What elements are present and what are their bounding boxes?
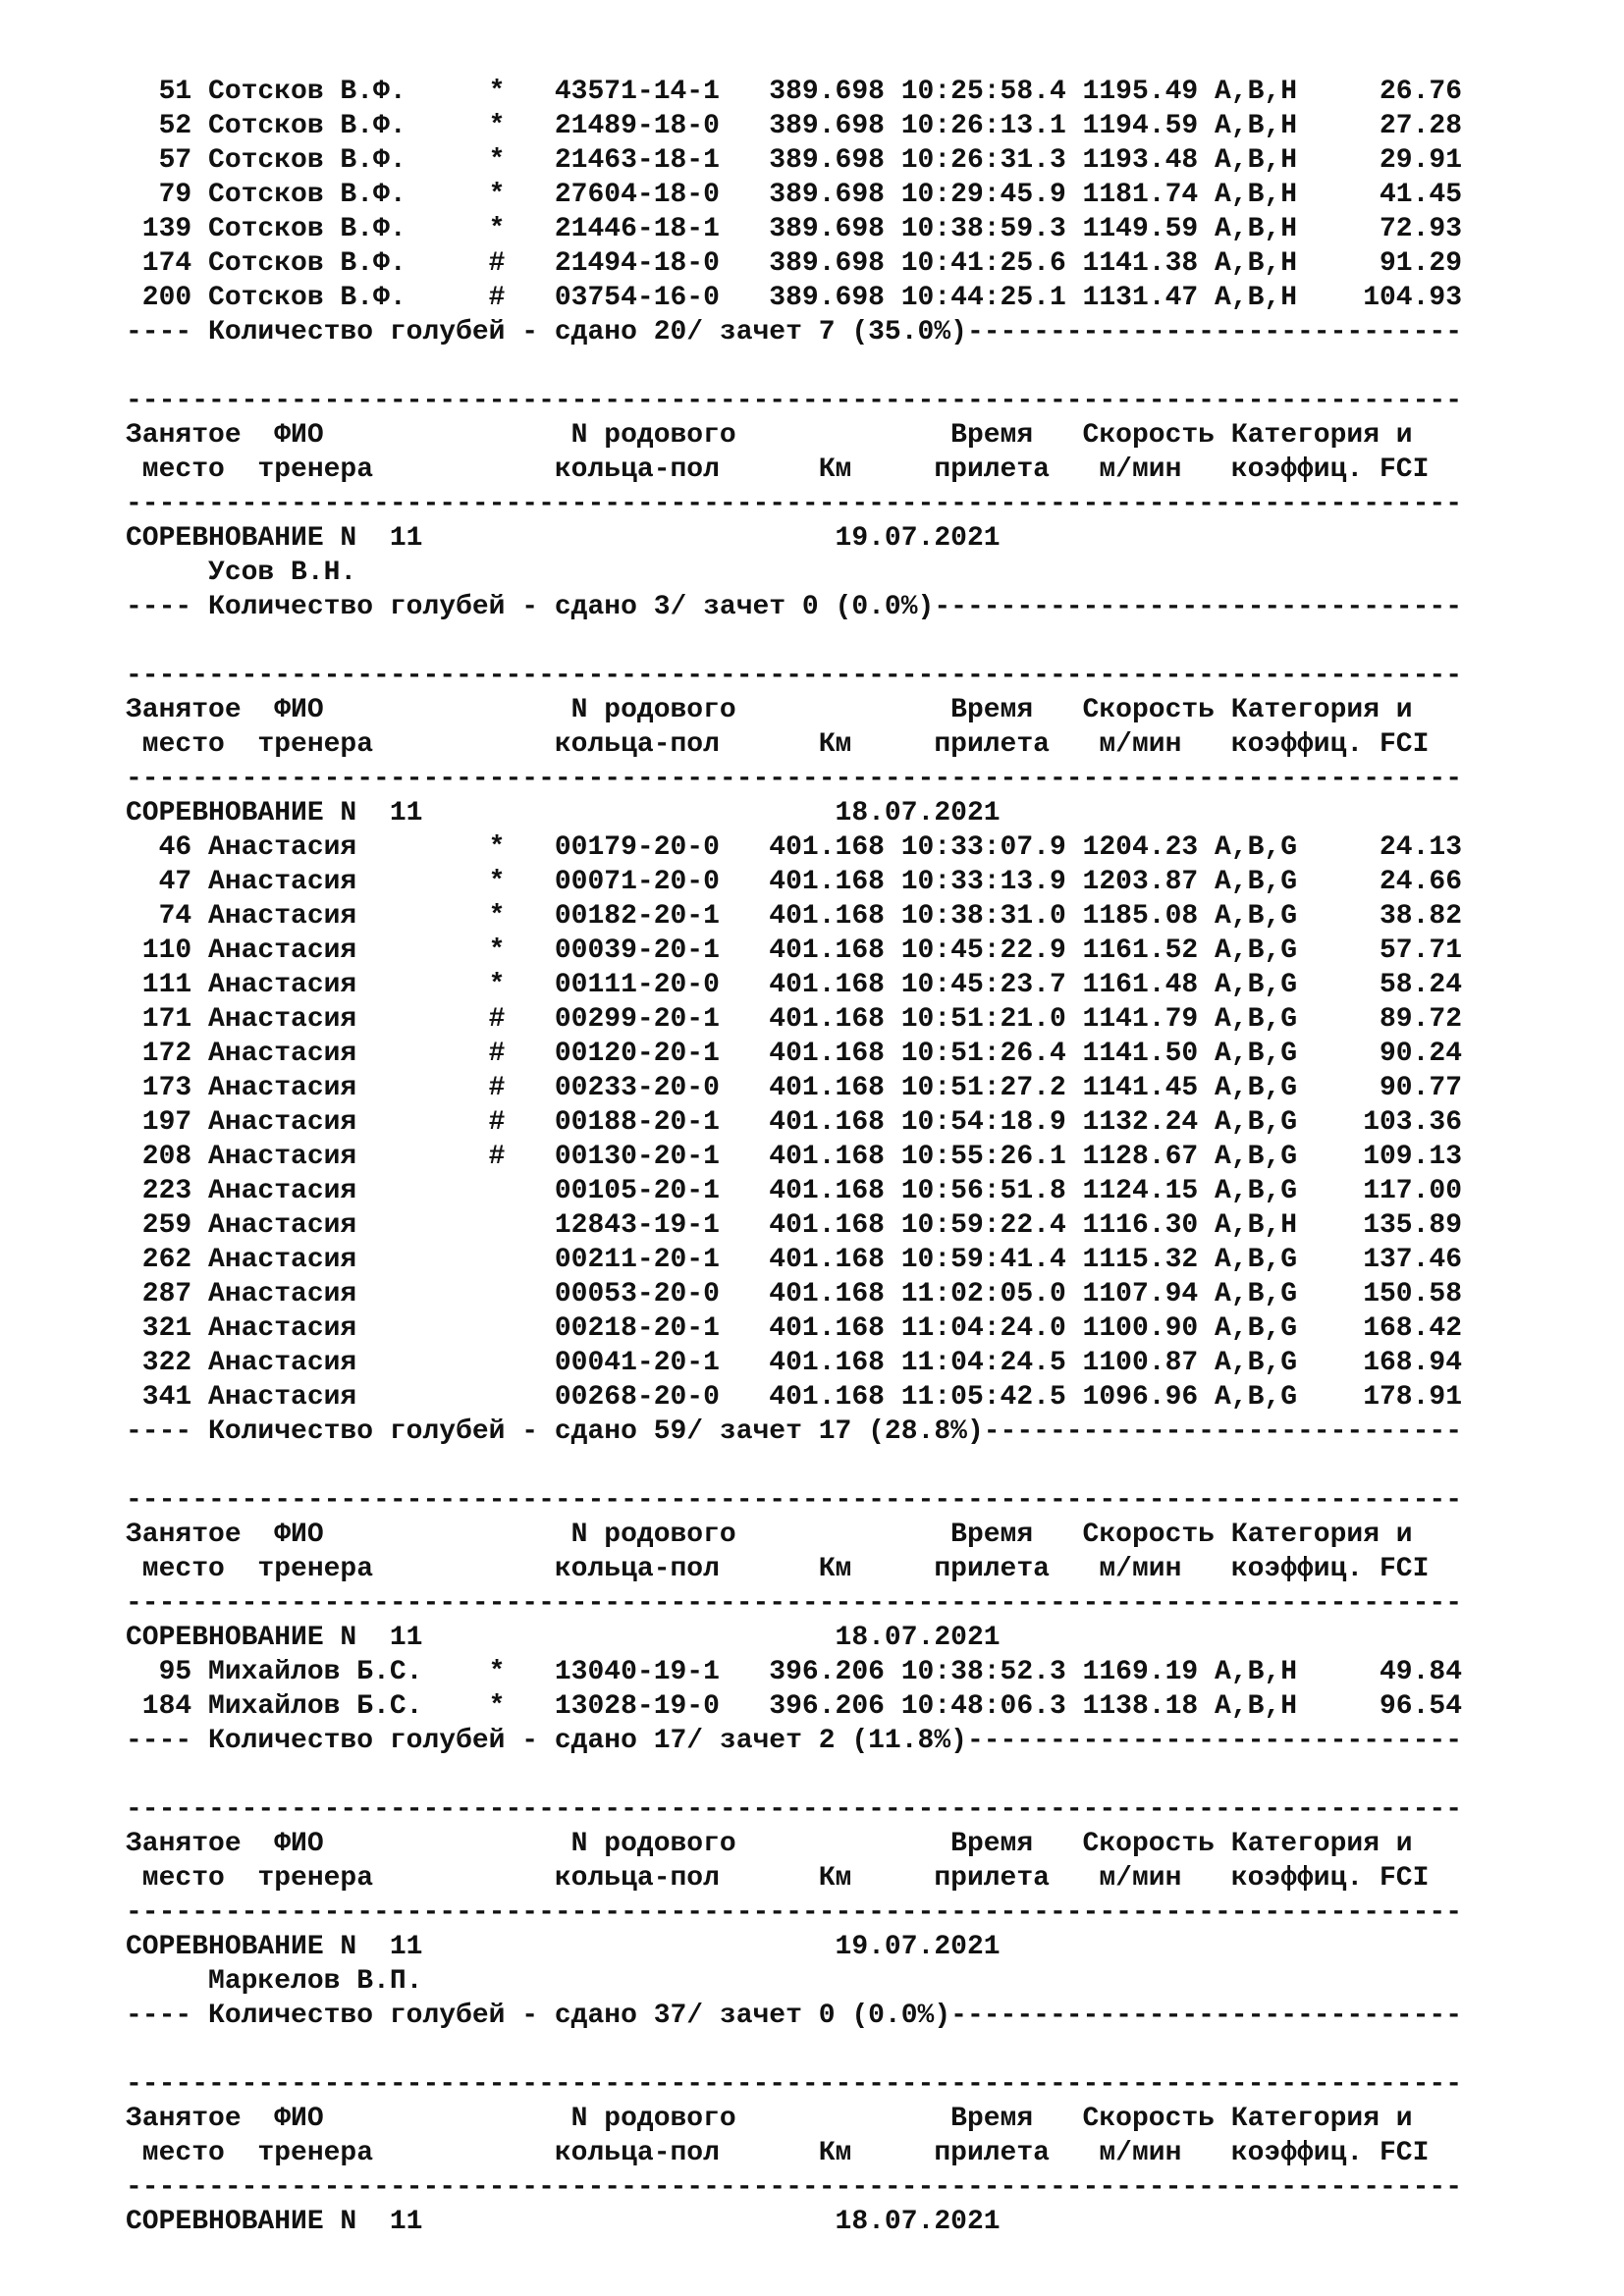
result-row: 208 Анастасия # 00130-20-1 401.168 10:55:26.1 1128.67 A,B,G 109.13: [126, 1142, 1463, 1172]
result-row: 47 Анастасия * 00071-20-0 401.168 10:33:13.9 1203.87 A,B,G 24.66: [126, 867, 1463, 897]
participant-name: Маркелов В.П.: [126, 1966, 423, 1997]
blank-line: [126, 1758, 1598, 1792]
column-header: Занятое ФИО N родового Время Скорость Категория и: [126, 1829, 1413, 1859]
result-row: 341 Анастасия 00268-20-0 401.168 11:05:42.5 1096.96 A,B,G 178.91: [126, 1382, 1463, 1413]
separator-line: ---------------------------------------------------------------------------------: [126, 764, 1463, 794]
participant-name: Усов В.Н.: [126, 558, 357, 588]
column-header: Занятое ФИО N родового Время Скорость Категория и: [126, 1520, 1413, 1550]
result-row: 110 Анастасия * 00039-20-1 401.168 10:45:22.9 1161.52 A,B,G 57.71: [126, 935, 1463, 966]
summary-line: ---- Количество голубей - сдано 3/ зачет 0 (0.0%)--------------------------------: [126, 592, 1463, 622]
result-row: 172 Анастасия # 00120-20-1 401.168 10:51:26.4 1141.50 A,B,G 90.24: [126, 1039, 1463, 1069]
summary-line: ---- Количество голубей - сдано 17/ зачет 2 (11.8%)------------------------------: [126, 1726, 1463, 1756]
result-row: 111 Анастасия * 00111-20-0 401.168 10:45:23.7 1161.48 A,B,G 58.24: [126, 970, 1463, 1000]
summary-line: ---- Количество голубей - сдано 37/ зачет 0 (0.0%)-------------------------------: [126, 2001, 1463, 2031]
separator-line: ---------------------------------------------------------------------------------: [126, 1588, 1463, 1619]
result-row: 139 Сотсков В.Ф. * 21446-18-1 389.698 10:38:59.3 1149.59 A,B,H 72.93: [126, 214, 1463, 244]
result-row: 95 Михайлов Б.С. * 13040-19-1 396.206 10:38:52.3 1169.19 A,B,H 49.84: [126, 1657, 1463, 1687]
column-header: место тренера кольца-пол Км прилета м/мин коэффиц. FCI: [126, 729, 1430, 760]
result-row: 52 Сотсков В.Ф. * 21489-18-0 389.698 10:26:13.1 1194.59 A,B,H 27.28: [126, 111, 1463, 141]
result-row: 287 Анастасия 00053-20-0 401.168 11:02:05.0 1107.94 A,B,G 150.58: [126, 1279, 1463, 1309]
separator-line: ---------------------------------------------------------------------------------: [126, 2172, 1463, 2203]
result-row: 57 Сотсков В.Ф. * 21463-18-1 389.698 10:26:31.3 1193.48 A,B,H 29.91: [126, 145, 1463, 176]
column-header: Занятое ФИО N родового Время Скорость Категория и: [126, 420, 1413, 451]
blank-line: [126, 349, 1598, 384]
result-row: 174 Сотсков В.Ф. # 21494-18-0 389.698 10:41:25.6 1141.38 A,B,H 91.29: [126, 248, 1463, 279]
result-row: 173 Анастасия # 00233-20-0 401.168 10:51:27.2 1141.45 A,B,G 90.77: [126, 1073, 1463, 1103]
result-row: 184 Михайлов Б.С. * 13028-19-0 396.206 10:48:06.3 1138.18 A,B,H 96.54: [126, 1691, 1463, 1722]
result-row: 322 Анастасия 00041-20-1 401.168 11:04:24.5 1100.87 A,B,G 168.94: [126, 1348, 1463, 1378]
separator-line: ---------------------------------------------------------------------------------: [126, 1794, 1463, 1825]
separator-line: ---------------------------------------------------------------------------------: [126, 661, 1463, 691]
result-row: 259 Анастасия 12843-19-1 401.168 10:59:22.4 1116.30 A,B,H 135.89: [126, 1210, 1463, 1241]
blank-line: [126, 2033, 1598, 2067]
summary-line: ---- Количество голубей - сдано 59/ зачет 17 (28.8%)-----------------------------: [126, 1416, 1463, 1447]
column-header: место тренера кольца-пол Км прилета м/мин коэффиц. FCI: [126, 454, 1430, 485]
result-row: 51 Сотсков В.Ф. * 43571-14-1 389.698 10:25:58.4 1195.49 A,B,H 26.76: [126, 77, 1463, 107]
results-document: [126, 75, 1598, 2239]
result-row: 46 Анастасия * 00179-20-0 401.168 10:33:07.9 1204.23 A,B,G 24.13: [126, 832, 1463, 863]
result-row: 79 Сотсков В.Ф. * 27604-18-0 389.698 10:29:45.9 1181.74 A,B,H 41.45: [126, 180, 1463, 210]
separator-line: ---------------------------------------------------------------------------------: [126, 489, 1463, 519]
separator-line: ---------------------------------------------------------------------------------: [126, 1485, 1463, 1516]
result-row: 197 Анастасия # 00188-20-1 401.168 10:54:18.9 1132.24 A,B,G 103.36: [126, 1107, 1463, 1138]
result-row: 74 Анастасия * 00182-20-1 401.168 10:38:31.0 1185.08 A,B,G 38.82: [126, 901, 1463, 932]
competition-header: СОРЕВНОВАНИЕ N 11 18.07.2021: [126, 1623, 1001, 1653]
result-row: 262 Анастасия 00211-20-1 401.168 10:59:41.4 1115.32 A,B,G 137.46: [126, 1245, 1463, 1275]
column-header: место тренера кольца-пол Км прилета м/мин коэффиц. FCI: [126, 2138, 1430, 2168]
column-header: место тренера кольца-пол Км прилета м/мин коэффиц. FCI: [126, 1554, 1430, 1584]
separator-line: ---------------------------------------------------------------------------------: [126, 1897, 1463, 1928]
competition-header: СОРЕВНОВАНИЕ N 11 19.07.2021: [126, 1932, 1001, 1962]
competition-header: СОРЕВНОВАНИЕ N 11 19.07.2021: [126, 523, 1001, 554]
competition-header: СОРЕВНОВАНИЕ N 11 18.07.2021: [126, 798, 1001, 828]
column-header: место тренера кольца-пол Км прилета м/мин коэффиц. FCI: [126, 1863, 1430, 1894]
column-header: Занятое ФИО N родового Время Скорость Категория и: [126, 695, 1413, 725]
competition-header: СОРЕВНОВАНИЕ N 11 18.07.2021: [126, 2207, 1001, 2237]
result-row: 200 Сотсков В.Ф. # 03754-16-0 389.698 10:44:25.1 1131.47 A,B,H 104.93: [126, 283, 1463, 313]
blank-line: [126, 624, 1598, 659]
result-row: 321 Анастасия 00218-20-1 401.168 11:04:24.0 1100.90 A,B,G 168.42: [126, 1313, 1463, 1344]
result-row: 171 Анастасия # 00299-20-1 401.168 10:51:21.0 1141.79 A,B,G 89.72: [126, 1004, 1463, 1035]
separator-line: ---------------------------------------------------------------------------------: [126, 386, 1463, 416]
result-row: 223 Анастасия 00105-20-1 401.168 10:56:51.8 1124.15 A,B,G 117.00: [126, 1176, 1463, 1206]
blank-line: [126, 1449, 1598, 1483]
summary-line: ---- Количество голубей - сдано 20/ зачет 7 (35.0%)------------------------------: [126, 317, 1463, 347]
separator-line: ---------------------------------------------------------------------------------: [126, 2069, 1463, 2100]
column-header: Занятое ФИО N родового Время Скорость Категория и: [126, 2104, 1413, 2134]
